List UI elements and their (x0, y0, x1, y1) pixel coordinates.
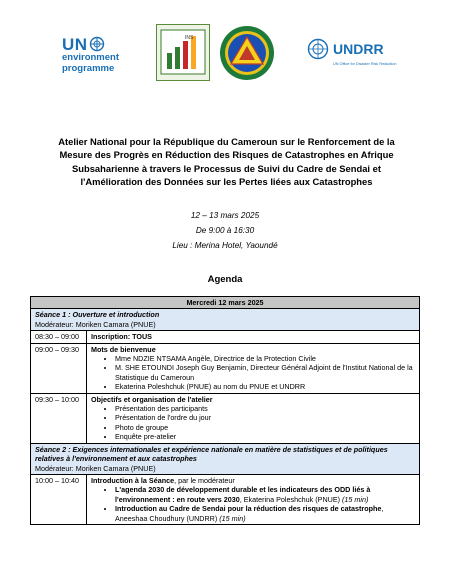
list-item-duration: (15 min) (342, 494, 369, 504)
agenda-row (31, 393, 420, 443)
civil-protection-logo (218, 24, 276, 82)
list-item: • Photo de groupe (115, 423, 415, 432)
list-item (115, 504, 415, 523)
unep-logo-line1: environment (62, 52, 120, 63)
list-item: • Ekaterina Poleshchuk (PNUE) au nom du PNUE et UNDRR (115, 382, 415, 391)
list-item: • Mme NDZIE NTSAMA Angèle, Directrice de la Protection Civile (115, 354, 415, 363)
undrr-logo (307, 38, 417, 66)
item-heading-rest: , par le modérateur (174, 475, 235, 485)
agenda-row (31, 331, 420, 343)
time-cell: 08:30 – 09:00 (31, 331, 87, 343)
item-cell (87, 343, 420, 393)
time-cell: 09:30 – 10:00 (31, 393, 87, 443)
unep-logo (62, 36, 119, 74)
agenda-table (30, 296, 420, 525)
list-item-rest: , Ekaterina Poleshchuk (PNUE) (239, 494, 343, 504)
session-row (31, 443, 420, 474)
undrr-logo-subtext: UN Office for Disaster Risk Reduction (333, 62, 397, 66)
day-header-row (31, 297, 420, 309)
session-title: Séance 2 : Exigences internationales et expérience nationale en matière de statistiques et de politiques relatives à l'environnement et aux catastrophes (35, 444, 388, 464)
event-location: Lieu : Merina Hotel, Yaoundé (172, 241, 278, 250)
session-moderator: Modérateur: Moriken Camara (PNUE) (35, 463, 156, 473)
event-hours: De 9:00 à 16:30 (195, 226, 255, 235)
logo-bar (0, 24, 450, 84)
list-item: • Présentation des participants (115, 404, 415, 413)
list-item-duration: (15 min) (219, 513, 246, 523)
item-cell (87, 474, 420, 524)
session-title: Séance 1 : Ouverture et introduction (35, 310, 160, 320)
agenda-row (31, 474, 420, 524)
un-emblem-icon (307, 38, 329, 60)
time-cell: 10:00 – 10:40 (31, 474, 87, 524)
list-item-bold: L'agenda 2030 de développement durable et les indicateurs des ODD liés à l'environnement : en route vers 2030 (115, 485, 371, 504)
item-list (91, 354, 415, 392)
list-item-rest: , Aneeshaa Choudhury (UNDRR) (115, 504, 384, 523)
list-item: • Enquête pre-atelier (115, 432, 415, 441)
ins-logo (156, 24, 210, 81)
item-list (91, 485, 415, 523)
list-item (115, 485, 415, 504)
item-heading: Objectifs et organisation de l'atelier (91, 394, 213, 404)
event-dates: 12 – 13 mars 2025 (190, 211, 260, 220)
undrr-logo-text: UNDRR (333, 41, 384, 57)
item-cell (87, 393, 420, 443)
unep-logo-text: UN (62, 34, 88, 54)
unep-logo-line2: programme (62, 63, 115, 74)
item-list (91, 404, 415, 442)
list-item: • Présentation de l'ordre du jour (115, 413, 415, 422)
un-emblem-icon (89, 36, 105, 52)
day-header: Mercredi 12 mars 2025 (31, 297, 420, 309)
item-heading: Mots de bienvenue (91, 344, 156, 354)
agenda-row (31, 343, 420, 393)
document-title: Atelier National pour la République du Cameroun sur le Renforcement de la Mesure des Progrès en Réduction des Risques de Catastrophes en Afrique Subsaharienne à travers le Processus de Suivi du Cadre de Sendai et l'Amélioration des Données sur les Pertes liées aux Catastrophes (58, 136, 395, 187)
session-moderator: Modérateur: Moriken Camara (PNUE) (35, 319, 156, 329)
list-item-bold: Introduction au Cadre de Sendai pour la réduction des risques de catastrophe (115, 504, 382, 514)
time-cell: 09:00 – 09:30 (31, 343, 87, 393)
ins-emblem-icon (157, 25, 209, 80)
svg-text:INS: INS (185, 35, 194, 41)
agenda-heading: Agenda (207, 274, 243, 285)
civil-protection-emblem-icon (218, 24, 276, 82)
item-cell: Inscription: TOUS (87, 331, 420, 343)
list-item: • M. SHE ETOUNDI Joseph Guy Benjamin, Directeur Général Adjoint de l'Institut National de la Statistique du Cameroun (115, 363, 415, 382)
item-heading-bold: Introduction à la Séance (91, 475, 175, 485)
item-heading (91, 476, 415, 485)
session-row (31, 309, 420, 331)
